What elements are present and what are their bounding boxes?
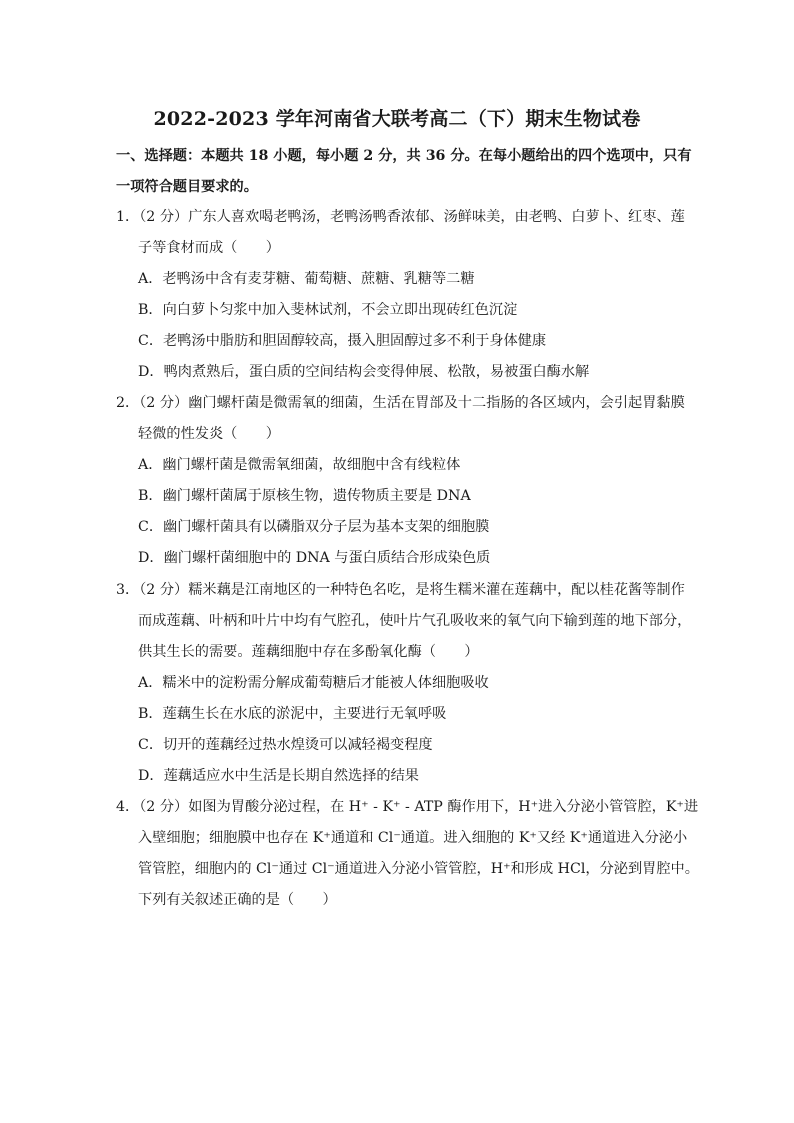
option-d: D．鸭肉煮熟后，蛋白质的空间结构会变得伸展、松散，易被蛋白酶水解 — [138, 364, 590, 380]
question-stem-line: 轻微的性发炎（ ） — [138, 426, 280, 442]
question-stem-line: 下列有关叙述正确的是（ ） — [138, 892, 337, 908]
option-d: D．莲藕适应水中生活是长期自然选择的结果 — [138, 768, 419, 784]
option-d: D．幽门螺杆菌细胞中的 DNA 与蛋白质结合形成染色质 — [138, 550, 491, 566]
section-header-line-2: 一项符合题目要求的。 — [116, 179, 258, 195]
question-stem-line: 管管腔，细胞内的 Cl⁻通过 Cl⁻通道进入分泌小管管腔，H⁺和形成 HCl，分泌到胃腔中。 — [138, 861, 699, 877]
question-stem-line: 3．（2 分）糯米藕是江南地区的一种特色名吃，是将生糯米灌在莲藕中，配以桂花酱等制作 — [116, 582, 685, 598]
option-b: B．幽门螺杆菌属于原核生物，遗传物质主要是 DNA — [138, 488, 471, 504]
question-stem-line: 而成莲藕、叶柄和叶片中均有气腔孔，使叶片气孔吸收来的氧气向下输到莲的地下部分， — [138, 613, 692, 629]
question-stem-line: 2．（2 分）幽门螺杆菌是微需氧的细菌，生活在胃部及十二指肠的各区域内，会引起胃黏膜 — [116, 395, 685, 411]
question-stem-line: 子等食材而成（ ） — [138, 240, 280, 256]
option-a: A．幽门螺杆菌是微需氧细菌，故细胞中含有线粒体 — [138, 457, 461, 473]
question-stem-line: 1．（2 分）广东人喜欢喝老鸭汤，老鸭汤鸭香浓郁、汤鲜味美，由老鸭、白萝卜、红枣、莲 — [116, 209, 685, 225]
page-title: 2022-2023 学年河南省大联考高二（下）期末生物试卷 — [153, 108, 641, 130]
option-c: C．老鸭汤中脂肪和胆固醇较高，摄入胆固醇过多不利于身体健康 — [138, 333, 547, 349]
option-c: C．切开的莲藕经过热水煌烫可以减轻褐变程度 — [138, 737, 433, 753]
option-b: B．向白萝卜匀浆中加入斐林试剂，不会立即出现砖红色沉淀 — [138, 302, 518, 318]
section-header-line-1: 一、选择题：本题共 18 小题，每小题 2 分，共 36 分。在每小题给出的四个选项中，只有 — [116, 148, 692, 164]
option-b: B．莲藕生长在水底的淤泥中，主要进行无氧呼吸 — [138, 706, 447, 722]
option-a: A．糯米中的淀粉需分解成葡萄糖后才能被人体细胞吸收 — [138, 675, 489, 691]
question-stem-line: 供其生长的需要。莲藕细胞中存在多酚氧化酶（ ） — [138, 644, 479, 660]
option-c: C．幽门螺杆菌具有以磷脂双分子层为基本支架的细胞膜 — [138, 519, 490, 535]
question-stem-line: 4．（2 分）如图为胃酸分泌过程，在 H⁺ - K⁺ - ATP 酶作用下，H⁺进入分泌小管管腔，K⁺进 — [116, 799, 699, 815]
question-stem-line: 入壁细胞；细胞膜中也存在 K⁺通道和 Cl⁻通道。进入细胞的 K⁺又经 K⁺通道进入分泌小 — [138, 830, 688, 846]
option-a: A．老鸭汤中含有麦芽糖、葡萄糖、蔗糖、乳糖等二糖 — [138, 271, 475, 287]
